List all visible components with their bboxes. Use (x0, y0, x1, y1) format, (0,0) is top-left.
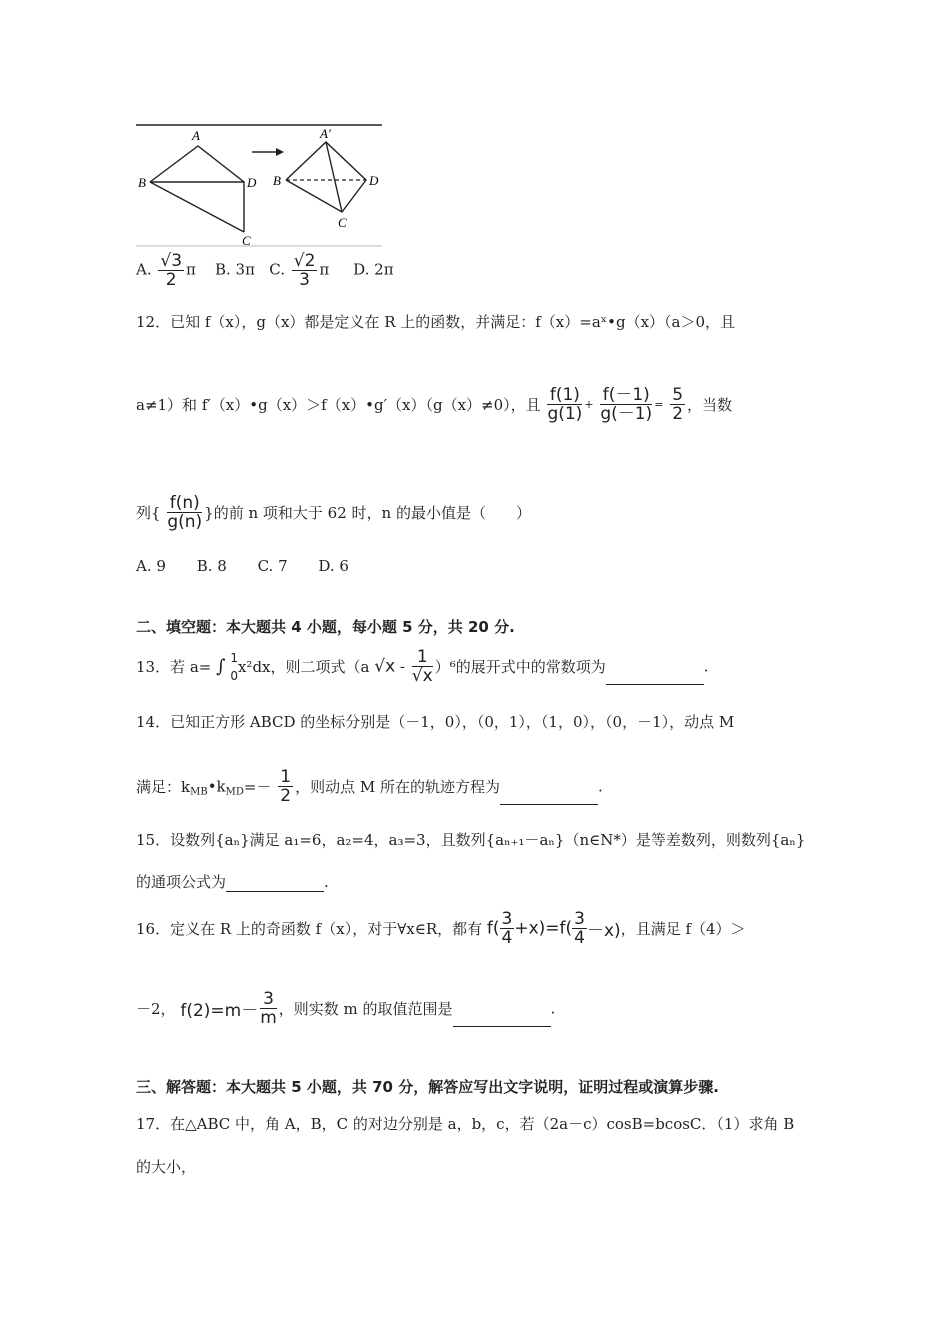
q16-frac1: $\frac{3}{4}$ (501, 909, 513, 948)
q15-line1: 15．设数列{aₙ}满足 a₁=6，a₂=4，a₃=3，且数列{aₙ₊₁－aₙ}（n∈N*）是等差数列，则数列{aₙ} (136, 831, 806, 849)
q17-line1: 17．在△ABC 中，角 A，B，C 的对边分别是 a，b，c，若（2a－c）cosB=bcosC．（1）求角 B (136, 1115, 795, 1133)
section-3-heading: 三、解答题：本大题共 5 小题，共 70 分，解答应写出文字说明，证明过程或演算步骤. (136, 1078, 719, 1096)
q12-line2: a≠1）和 f′（x）•g（x）＞f（x）•g′（x）（g（x）≠0），且 $\frac{f(1)}{g(1)}$ + $\frac{f(-1)}{g(-1)}$ = $\frac{5}{2}$ ，当数 (136, 385, 733, 424)
label-c2: C (338, 215, 347, 230)
label-c: C (242, 233, 251, 248)
q12-option-b: B. 8 (196, 557, 227, 575)
q13-frac: $\frac{1}{√x}$ (411, 647, 433, 686)
q11-option-d: D. 2π (353, 260, 394, 279)
q12-frac-f1: $\frac{f(1)}{g(1)}$ (547, 385, 583, 424)
q12-option-c: C. 7 (257, 557, 288, 575)
q13-integral-bounds: 1 0 (230, 650, 238, 683)
q13: 13．若 a= ∫ 1 0 x²dx，则二项式（a √x - $\frac{1}{√x}$ ）⁶的展开式中的常数项为 . (136, 647, 709, 686)
label-a: A (192, 128, 200, 143)
label-b: B (138, 175, 146, 190)
q12-option-d: D. 6 (318, 557, 349, 575)
q12-line1: 12．已知 f（x），g（x）都是定义在 R 上的函数，并满足：f（x）=aˣ•g（x）（a＞0，且 (136, 313, 736, 331)
section-2-heading: 二、填空题：本大题共 4 小题，每小题 5 分，共 20 分. (136, 618, 515, 636)
q11-options: A. $\frac{√3}{2}$ π B. 3π C. $\frac{√2}{3}$ π D. 2π (136, 251, 394, 290)
q13-answer-blank[interactable] (606, 669, 704, 685)
label-d: D (247, 175, 257, 190)
folding-diagram (136, 124, 382, 248)
q12-option-a: A. 9 (136, 557, 166, 575)
q11-option-b: B. 3π (214, 260, 255, 279)
q15-answer-blank[interactable] (226, 876, 324, 892)
q16-frac3: $\frac{3}{m}$ (260, 989, 277, 1028)
q12-frac-fn: $\frac{f(n)}{g(n)}$ (167, 493, 203, 532)
q11-option-c-frac: $\frac{√2}{3}$ (293, 251, 316, 290)
q15-line2: 的通项公式为 . (136, 873, 329, 891)
q16-line2: －2， f(2)=m－ $\frac{3}{m}$ ，则实数 m 的取值范围是 . (136, 989, 556, 1028)
q17-line2: 的大小， (136, 1158, 197, 1176)
q16-line1: 16．定义在 R 上的奇函数 f（x），对于∀x∈R，都有 f( $\frac{3}{4}$ +x)=f( $\frac{3}{4}$ －x)，且满足 f（4）＞ (136, 909, 746, 948)
label-b2: B (273, 173, 281, 188)
q12-frac-f2: $\frac{f(-1)}{g(-1)}$ (600, 385, 653, 424)
q14-frac: $\frac{1}{2}$ (280, 767, 292, 806)
q16-answer-blank[interactable] (453, 1011, 551, 1027)
q14-line1: 14．已知正方形 ABCD 的坐标分别是（－1，0），（0，1），（1，0），（0，－1），动点 M (136, 713, 735, 731)
q11-option-a: A. (136, 260, 152, 279)
q12-frac-result: $\frac{5}{2}$ (672, 385, 684, 424)
q11-option-a-frac: $\frac{√3}{2}$ (160, 251, 183, 290)
q12-options (136, 556, 375, 576)
label-a-prime: A′ (320, 126, 331, 141)
q14-answer-blank[interactable] (500, 789, 598, 805)
label-d2: D (369, 173, 379, 188)
tetrahedron-figure (136, 124, 382, 248)
q11-option-c: C. (269, 260, 285, 279)
q16-frac2: $\frac{3}{4}$ (574, 909, 585, 948)
q12-line3: 列{ $\frac{f(n)}{g(n)}$ }的前 n 项和大于 62 时，n 的最小值是（ ） (136, 493, 531, 532)
q14-line2: 满足：$k_{MB}•k_{MD}=-$ $\frac{1}{2}$ ，则动点 M 所在的轨迹方程为 . (136, 767, 603, 806)
